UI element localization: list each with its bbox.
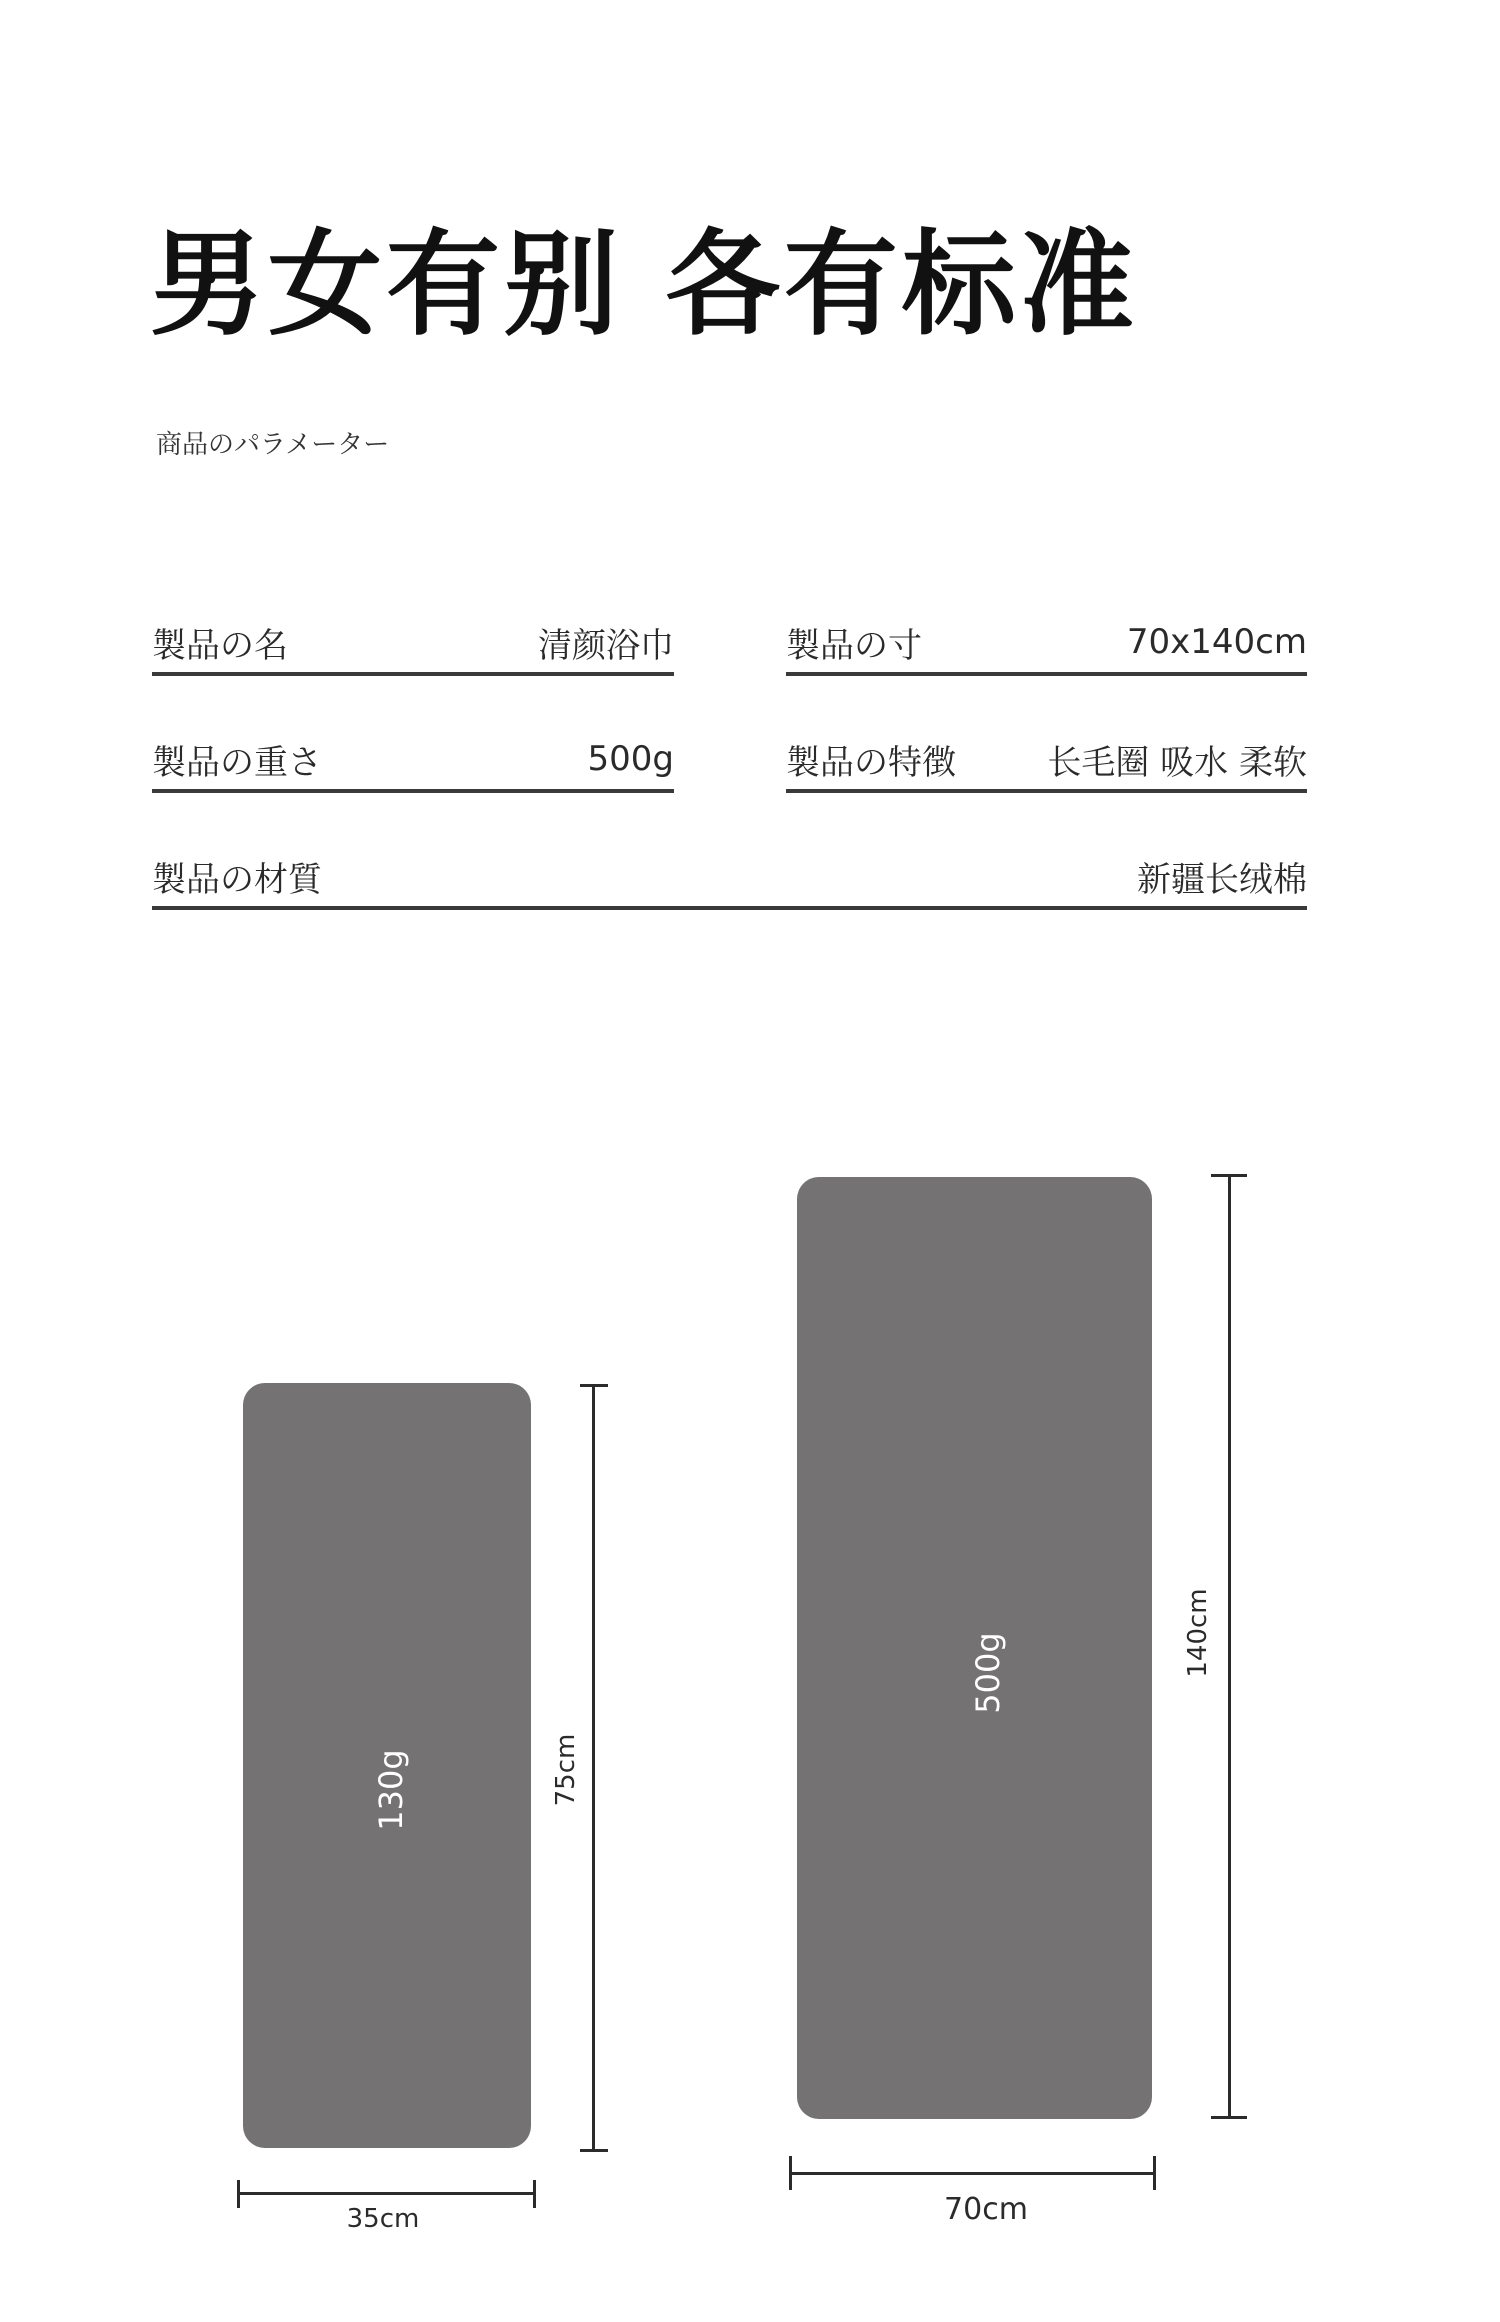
param-row-size (786, 612, 1307, 676)
param-label: 製品の特徴 (786, 742, 956, 783)
param-label: 製品の名 (152, 625, 288, 666)
large-width-dimension-line (790, 2172, 1154, 2175)
param-row-feature (786, 729, 1307, 793)
param-value: 70x140cm (1126, 622, 1307, 662)
large-width-tick-left (789, 2156, 792, 2190)
small-height-tick-bottom (580, 2149, 608, 2152)
small-width-tick-left (237, 2180, 240, 2208)
small-width-label: 35cm (346, 2204, 420, 2234)
page-title: 男女有别 各有标准 (150, 218, 1138, 351)
large-width-label: 70cm (944, 2192, 1028, 2227)
small-height-label: 75cm (551, 1733, 581, 1807)
large-width-tick-right (1153, 2156, 1156, 2190)
param-row-material (152, 846, 1307, 910)
param-value: 清颜浴巾 (538, 625, 674, 666)
large-towel-weight: 500g (969, 1632, 1007, 1714)
small-height-tick-top (580, 1384, 608, 1387)
large-height-tick-top (1211, 1174, 1247, 1177)
param-row-weight (152, 729, 674, 793)
small-towel-weight: 130g (372, 1749, 410, 1831)
param-value: 新疆长绒棉 (1137, 859, 1307, 900)
small-width-dimension-line (238, 2192, 534, 2195)
param-label: 製品の材質 (152, 859, 322, 900)
large-height-tick-bottom (1211, 2116, 1247, 2119)
param-value: 500g (587, 739, 674, 779)
param-row-name (152, 612, 674, 676)
section-subtitle: 商品のパラメーター (156, 430, 390, 460)
param-value: 长毛圈 吸水 柔软 (1047, 742, 1307, 783)
param-label: 製品の寸 (786, 625, 922, 666)
param-label: 製品の重さ (152, 742, 322, 783)
small-width-tick-right (533, 2180, 536, 2208)
large-height-dimension-line (1228, 1175, 1231, 2117)
large-height-label: 140cm (1183, 1588, 1213, 1678)
small-height-dimension-line (592, 1385, 595, 2150)
